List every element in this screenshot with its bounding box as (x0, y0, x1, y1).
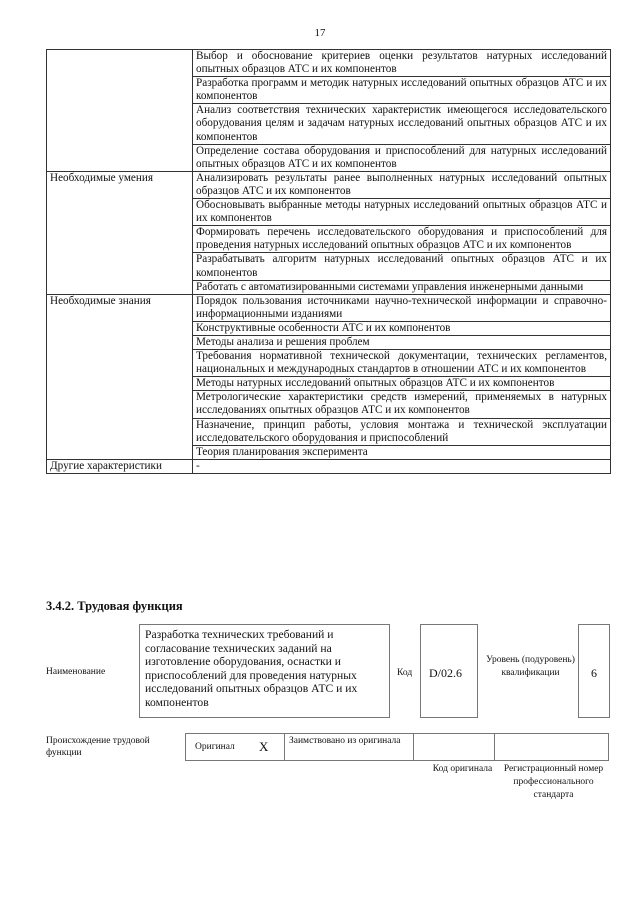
row-text: Назначение, принцип работы, условия монтажа и технической эксплуатации исследовательского оборудования и приспособлений (193, 418, 611, 445)
row-group-label (47, 50, 193, 172)
code-original-label: Код оригинала (432, 764, 493, 774)
code-original-cell (414, 734, 495, 760)
section-title: 3.4.2. Трудовая функция (46, 599, 183, 613)
row-text: Методы анализа и решения проблем (193, 335, 611, 349)
table-row (47, 171, 611, 198)
row-text: Обосновывать выбранные методы натурных исследований опытных образцов АТС и их компонентов (193, 199, 611, 226)
row-text: Выбор и обоснование критериев оценки результатов натурных исследований опытных образцов АТС и их компонентов (193, 50, 611, 77)
row-text: Анализ соответствия технических характеристик имеющегося исследовательского оборудования целям и задачам натурных исследований опытных образцов АТС и их компонентов (193, 104, 611, 144)
name-label: Наименование (46, 667, 106, 677)
row-text: Анализировать результаты ранее выполненных натурных исследований опытных образцов АТС и их компонентов (193, 171, 611, 198)
row-group-label: Необходимые умения (47, 171, 193, 294)
origin-label: Происхождение трудовой функции (46, 736, 150, 758)
origin-row (185, 733, 609, 761)
reg-number-label: Регистрационный номер профессионального стандарта (503, 764, 604, 800)
function-code: D/02.6 (420, 624, 478, 718)
row-text: Конструктивные особенности АТС и их компонентов (193, 321, 611, 335)
row-text: Требования нормативной технической документации, технических регламентов, национальных и международных стандартов в отношении АТС и их компонентов (193, 350, 611, 377)
function-name: Разработка технических требований и согласование технических заданий на изготовление оборудования, оснастки и приспособлений для проведения натурных исследований опытных образцов АТС и их компонентов (139, 624, 390, 718)
requirements-table (46, 49, 611, 474)
row-text: Разрабатывать алгоритм натурных исследований опытных образцов АТС и их компонентов (193, 253, 611, 280)
row-text: Определение состава оборудования и приспособлений для натурных исследований опытных образцов АТС и их компонентов (193, 144, 611, 171)
row-text: Теория планирования эксперимента (193, 445, 611, 459)
row-text: Разработка программ и методик натурных исследований опытных образцов АТС и их компонентов (193, 77, 611, 104)
row-text: Порядок пользования источниками научно-технической информации и справочно-информационными изданиями (193, 294, 611, 321)
row-text: Метрологические характеристики средств измерений, применяемых в натурных исследованиях опытных образцов АТС и их компонентов (193, 391, 611, 418)
qualification-level: 6 (578, 624, 610, 718)
row-group-label: Необходимые знания (47, 294, 193, 459)
original-cell (186, 734, 285, 760)
code-label: Код (397, 668, 413, 678)
table-row (47, 50, 611, 77)
reg-number-cell (495, 734, 610, 760)
table-row (47, 459, 611, 473)
original-mark: X (259, 739, 269, 754)
row-text: Формировать перечень исследовательского оборудования и приспособлений для проведения натурных исследований опытных образцов АТС и их компонентов (193, 226, 611, 253)
borrowed-label: Заимствовано из оригинала (285, 734, 414, 760)
row-group-label: Другие характеристики (47, 459, 193, 473)
table-row (47, 294, 611, 321)
row-text: Методы натурных исследований опытных образцов АТС и их компонентов (193, 377, 611, 391)
original-label: Оригинал (195, 742, 235, 752)
page-number: 17 (314, 27, 326, 39)
row-text: - (193, 459, 611, 473)
row-text: Работать с автоматизированными системами управления инженерными данными (193, 280, 611, 294)
level-label: Уровень (подуровень) квалификации (486, 655, 575, 678)
